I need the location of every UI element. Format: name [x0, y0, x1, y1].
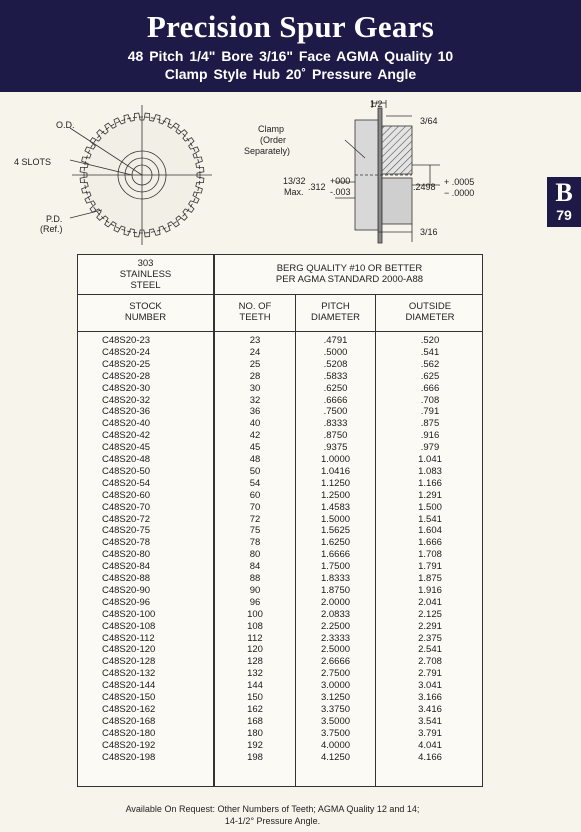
tol-plus: +000	[330, 176, 351, 186]
cell-outside-diameter: 2.375	[418, 632, 442, 644]
cell-outside-diameter: 3.416	[418, 703, 442, 715]
cell-pitch-diameter: 3.7500	[320, 727, 351, 739]
cell-teeth-count: 42	[249, 430, 261, 442]
cell-stock-number: C48S20-120	[102, 644, 156, 656]
cell-outside-diameter: 1.875	[418, 573, 442, 584]
cell-outside-diameter: 3.166	[418, 692, 442, 703]
cell-stock-number: C48S20-32	[102, 394, 151, 406]
cell-stock-number: C48S20-48	[102, 454, 151, 465]
cell-pitch-diameter: .8750	[323, 430, 348, 442]
cell-teeth-count: 144	[247, 680, 263, 692]
cell-teeth-count: 80	[249, 549, 261, 561]
pd-ref-label: (Ref.)	[40, 224, 63, 234]
cell-pitch-diameter: .5000	[323, 346, 348, 358]
cell-outside-diameter: 1.916	[418, 584, 442, 596]
cell-pitch-diameter: 1.1250	[320, 477, 351, 489]
dim-312: .312	[308, 182, 326, 192]
cell-pitch-diameter: 1.6666	[320, 549, 351, 561]
cell-teeth-count: 25	[249, 358, 261, 370]
cell-stock-number: C48S20-70	[102, 501, 151, 513]
dim-half: 1/2	[370, 99, 383, 109]
cell-outside-diameter: .708	[420, 394, 440, 406]
cell-teeth-count: 88	[249, 573, 261, 584]
dim-max: Max.	[284, 187, 304, 197]
cell-teeth-count: 162	[247, 703, 263, 715]
cell-outside-diameter: 1.604	[418, 525, 442, 537]
cell-outside-diameter: .666	[420, 382, 440, 394]
slots-label: 4 SLOTS	[14, 157, 52, 167]
cell-outside-diameter: 2.041	[418, 596, 442, 608]
cell-outside-diameter: 1.708	[418, 549, 442, 561]
cell-teeth-count: 192	[247, 739, 263, 751]
gear-drawing	[0, 100, 545, 250]
cell-teeth-count: 150	[247, 692, 263, 703]
cell-pitch-diameter: .7500	[323, 406, 348, 418]
cell-outside-diameter: 1.166	[418, 477, 442, 489]
section-letter: B	[555, 178, 573, 207]
cell-stock-number: C48S20-80	[102, 549, 151, 561]
cell-stock-number: C48S20-24	[102, 346, 151, 358]
cell-teeth-count: 24	[249, 346, 261, 358]
cell-outside-diameter: 1.791	[418, 561, 442, 573]
cell-teeth-count: 40	[249, 418, 261, 430]
cell-teeth-count: 96	[249, 596, 261, 608]
spec-line-1: 48 Pitch 1/4" Bore 3/16" Face AGMA Quality 10	[127, 48, 454, 64]
cell-pitch-diameter: 1.8750	[320, 584, 351, 596]
material-header: 303 STAINLESS STEEL	[119, 258, 172, 291]
cell-pitch-diameter: 1.4583	[320, 501, 351, 513]
cell-pitch-diameter: .5833	[323, 370, 348, 382]
cell-outside-diameter: 4.166	[418, 751, 442, 763]
cell-stock-number: C48S20-23	[102, 335, 151, 346]
gear-front-view	[70, 105, 212, 245]
cell-teeth-count: 23	[249, 335, 261, 346]
cell-stock-number: C48S20-100	[102, 608, 156, 620]
cell-stock-number: C48S20-168	[102, 715, 156, 727]
spec-line-2: Clamp Style Hub 20˚ Pressure Angle	[164, 66, 417, 82]
cell-outside-diameter: 4.041	[418, 739, 442, 751]
cell-pitch-diameter: 2.3333	[320, 632, 351, 644]
cell-outside-diameter: .791	[420, 406, 440, 418]
cell-outside-diameter: 2.291	[418, 620, 442, 632]
gear-table	[77, 254, 483, 787]
cell-outside-diameter: 2.791	[418, 668, 442, 680]
cell-stock-number: C48S20-96	[102, 596, 151, 608]
gear-diagram	[0, 100, 545, 250]
outside-diameter-header: OUTSIDE DIAMETER	[405, 301, 455, 323]
cell-teeth-count: 60	[249, 489, 261, 501]
cell-pitch-diameter: .9375	[323, 442, 348, 454]
cell-teeth-count: 50	[249, 465, 261, 477]
cell-outside-diameter: .875	[420, 418, 440, 430]
cell-teeth-count: 75	[249, 525, 261, 537]
cell-teeth-count: 128	[247, 656, 263, 668]
cell-stock-number: C48S20-30	[102, 382, 151, 394]
cell-stock-number: C48S20-45	[102, 442, 151, 454]
teeth-header: NO. OF TEETH	[238, 301, 272, 323]
page-title: Precision Spur Gears	[146, 9, 435, 44]
cell-stock-number: C48S20-60	[102, 489, 151, 501]
dim-2498: .2498	[413, 182, 436, 192]
cell-stock-number: C48S20-25	[102, 358, 151, 370]
cell-teeth-count: 180	[247, 727, 263, 739]
cell-teeth-count: 54	[249, 477, 261, 489]
cell-pitch-diameter: 1.5000	[320, 513, 351, 525]
cell-stock-number: C48S20-150	[102, 692, 156, 703]
cell-outside-diameter: 2.125	[418, 608, 442, 620]
cell-pitch-diameter: 3.0000	[320, 680, 351, 692]
cell-pitch-diameter: 1.8333	[320, 573, 351, 584]
cell-teeth-count: 120	[247, 644, 263, 656]
cell-stock-number: C48S20-40	[102, 418, 151, 430]
dim-3-16: 3/16	[420, 227, 438, 237]
cell-pitch-diameter: 1.6250	[320, 537, 351, 549]
cell-pitch-diameter: 2.6666	[320, 656, 351, 668]
cell-pitch-diameter: 2.5000	[320, 644, 351, 656]
pitch-diameter-header: PITCH DIAMETER	[310, 301, 361, 323]
cell-teeth-count: 36	[249, 406, 261, 418]
cell-pitch-diameter: .4791	[323, 335, 348, 346]
cell-stock-number: C48S20-54	[102, 477, 151, 489]
cell-outside-diameter: 3.541	[418, 715, 442, 727]
cell-outside-diameter: 1.291	[418, 489, 442, 501]
cell-pitch-diameter: .6666	[323, 394, 348, 406]
cell-stock-number: C48S20-132	[102, 668, 156, 680]
cell-pitch-diameter: 1.0000	[320, 454, 351, 465]
cell-stock-number: C48S20-90	[102, 584, 151, 596]
cell-teeth-count: 108	[247, 620, 263, 632]
cell-stock-number: C48S20-78	[102, 537, 151, 549]
cell-outside-diameter: 2.541	[418, 644, 442, 656]
cell-stock-number: C48S20-75	[102, 525, 151, 537]
cell-outside-diameter: 3.041	[418, 680, 442, 692]
tol2-plus: + .0005	[444, 177, 475, 187]
section-tab	[547, 177, 581, 227]
cell-stock-number: C48S20-72	[102, 513, 151, 525]
cell-teeth-count: 30	[249, 382, 261, 394]
cell-outside-diameter: 1.500	[418, 501, 442, 513]
footer-note-1: Available On Request: Other Numbers of Teeth; AGMA Quality 12 and 14;	[125, 804, 420, 814]
dim-13-32: 13/32	[283, 176, 306, 186]
cell-stock-number: C48S20-192	[102, 739, 156, 751]
cell-pitch-diameter: .8333	[323, 418, 348, 430]
dim-3-64: 3/64	[420, 116, 438, 126]
cell-teeth-count: 28	[249, 370, 261, 382]
cell-pitch-diameter: 1.5625	[320, 525, 351, 537]
header-banner	[0, 0, 581, 92]
cell-outside-diameter: 3.791	[418, 727, 442, 739]
cell-teeth-count: 100	[247, 608, 263, 620]
tol2-minus: − .0000	[444, 188, 475, 198]
cell-teeth-count: 112	[247, 632, 263, 644]
cell-outside-diameter: .541	[420, 346, 440, 358]
cell-pitch-diameter: 2.0833	[320, 608, 351, 620]
cell-stock-number: C48S20-144	[102, 680, 156, 692]
cell-pitch-diameter: 4.1250	[320, 751, 351, 763]
cell-outside-diameter: .562	[420, 358, 440, 370]
cell-stock-number: C48S20-112	[102, 632, 155, 644]
footer-note-2: 14-1/2° Pressure Angle.	[224, 816, 321, 826]
stock-number-header: STOCK NUMBER	[124, 301, 167, 323]
cell-pitch-diameter: 3.3750	[320, 703, 351, 715]
cell-outside-diameter: .520	[420, 335, 440, 346]
cell-stock-number: C48S20-84	[102, 561, 151, 573]
cell-teeth-count: 84	[249, 561, 261, 573]
cell-pitch-diameter: 2.0000	[320, 596, 351, 608]
cell-stock-number: C48S20-88	[102, 573, 151, 584]
cell-teeth-count: 32	[249, 394, 261, 406]
cell-pitch-diameter: .6250	[323, 382, 348, 394]
cell-pitch-diameter: 1.7500	[320, 561, 351, 573]
cell-outside-diameter: .979	[420, 442, 440, 454]
page-number: 79	[556, 207, 572, 223]
cell-teeth-count: 90	[249, 584, 261, 596]
cell-teeth-count: 198	[247, 751, 263, 763]
clamp-label: Clamp	[258, 124, 285, 134]
cell-teeth-count: 168	[247, 715, 263, 727]
cell-outside-diameter: 1.541	[418, 513, 442, 525]
cell-outside-diameter: .916	[420, 430, 440, 442]
cell-stock-number: C48S20-180	[102, 727, 156, 739]
cell-stock-number: C48S20-162	[102, 703, 156, 715]
cell-stock-number: C48S20-28	[102, 370, 151, 382]
cell-pitch-diameter: 1.0416	[320, 465, 351, 477]
cell-stock-number: C48S20-36	[102, 406, 151, 418]
cell-pitch-diameter: 3.5000	[320, 715, 351, 727]
cell-stock-number: C48S20-108	[102, 620, 156, 632]
cell-pitch-diameter: 2.2500	[320, 620, 351, 632]
cell-outside-diameter: 1.083	[418, 465, 442, 477]
cell-stock-number: C48S20-42	[102, 430, 151, 442]
cell-pitch-diameter: 1.2500	[320, 489, 351, 501]
cell-outside-diameter: 2.708	[418, 656, 442, 668]
cell-outside-diameter: 1.666	[418, 537, 442, 549]
cell-pitch-diameter: .5208	[323, 358, 348, 370]
cell-teeth-count: 78	[249, 537, 261, 549]
tol-minus: -.003	[330, 187, 351, 197]
cell-pitch-diameter: 3.1250	[320, 692, 351, 703]
cell-pitch-diameter: 2.7500	[320, 668, 351, 680]
cell-teeth-count: 48	[249, 454, 261, 465]
od-label: O.D.	[56, 120, 75, 130]
cell-teeth-count: 45	[249, 442, 261, 454]
cell-teeth-count: 72	[249, 513, 261, 525]
pd-label: P.D.	[46, 214, 63, 224]
cell-outside-diameter: 1.041	[418, 454, 442, 465]
cell-outside-diameter: .625	[420, 370, 440, 382]
cell-teeth-count: 70	[249, 501, 261, 513]
quality-header: BERG QUALITY #10 OR BETTER PER AGMA STANDARD 2000-A88	[275, 263, 424, 285]
cell-pitch-diameter: 4.0000	[320, 739, 351, 751]
cell-stock-number: C48S20-128	[102, 656, 156, 668]
cell-stock-number: C48S20-198	[102, 751, 156, 763]
clamp-order-label: (Order	[260, 135, 287, 145]
cell-teeth-count: 132	[247, 668, 263, 680]
clamp-separately-label: Separately)	[244, 146, 291, 156]
cell-stock-number: C48S20-50	[102, 465, 151, 477]
